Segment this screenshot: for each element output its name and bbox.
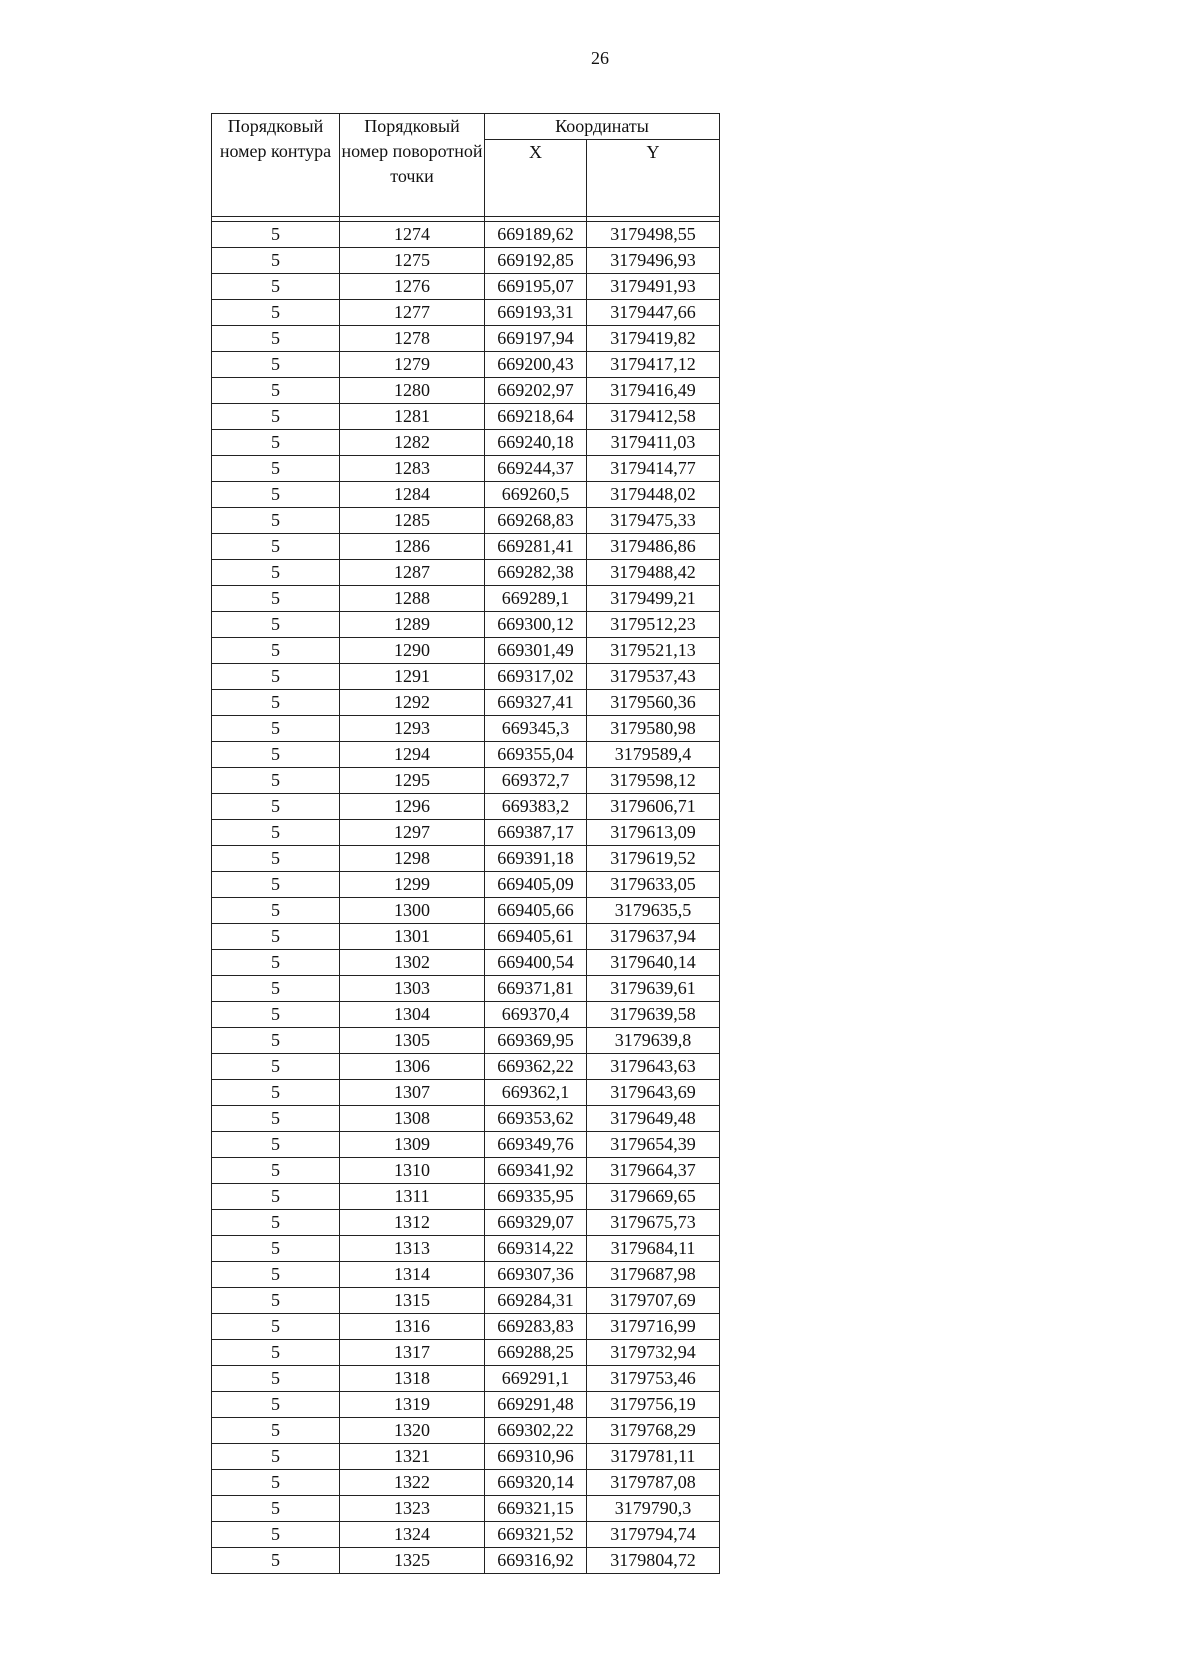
cell-x: 669189,62: [485, 222, 587, 248]
cell-x: 669329,07: [485, 1210, 587, 1236]
cell-point-number: 1304: [340, 1002, 485, 1028]
cell-y: 3179560,36: [587, 690, 720, 716]
cell-y: 3179488,42: [587, 560, 720, 586]
cell-contour-number: 5: [212, 534, 340, 560]
cell-y: 3179753,46: [587, 1366, 720, 1392]
cell-point-number: 1305: [340, 1028, 485, 1054]
cell-x: 669391,18: [485, 846, 587, 872]
cell-x: 669349,76: [485, 1132, 587, 1158]
cell-y: 3179486,86: [587, 534, 720, 560]
cell-point-number: 1279: [340, 352, 485, 378]
table-row: [212, 768, 720, 794]
cell-point-number: 1314: [340, 1262, 485, 1288]
cell-y: 3179412,58: [587, 404, 720, 430]
cell-y: 3179637,94: [587, 924, 720, 950]
table-row: [212, 742, 720, 768]
cell-x: 669193,31: [485, 300, 587, 326]
cell-contour-number: 5: [212, 742, 340, 768]
cell-y: 3179787,08: [587, 1470, 720, 1496]
cell-point-number: 1286: [340, 534, 485, 560]
table-row: [212, 1522, 720, 1548]
cell-point-number: 1288: [340, 586, 485, 612]
cell-point-number: 1289: [340, 612, 485, 638]
cell-y: 3179768,29: [587, 1418, 720, 1444]
cell-contour-number: 5: [212, 1080, 340, 1106]
table-row: [212, 1340, 720, 1366]
cell-y: 3179619,52: [587, 846, 720, 872]
header-contour-number: Порядковый номер контура: [212, 114, 340, 217]
cell-y: 3179498,55: [587, 222, 720, 248]
cell-x: 669405,61: [485, 924, 587, 950]
coordinates-table: [211, 113, 720, 1574]
table-row: [212, 1366, 720, 1392]
cell-point-number: 1281: [340, 404, 485, 430]
cell-x: 669195,07: [485, 274, 587, 300]
cell-x: 669400,54: [485, 950, 587, 976]
table-row: [212, 534, 720, 560]
cell-y: 3179639,61: [587, 976, 720, 1002]
table-row: [212, 976, 720, 1002]
cell-contour-number: 5: [212, 1366, 340, 1392]
cell-x: 669387,17: [485, 820, 587, 846]
cell-y: 3179635,5: [587, 898, 720, 924]
cell-x: 669282,38: [485, 560, 587, 586]
cell-contour-number: 5: [212, 820, 340, 846]
cell-point-number: 1319: [340, 1392, 485, 1418]
cell-y: 3179649,48: [587, 1106, 720, 1132]
cell-x: 669284,31: [485, 1288, 587, 1314]
cell-y: 3179707,69: [587, 1288, 720, 1314]
cell-y: 3179419,82: [587, 326, 720, 352]
table-row: [212, 1158, 720, 1184]
cell-x: 669345,3: [485, 716, 587, 742]
cell-y: 3179643,63: [587, 1054, 720, 1080]
cell-contour-number: 5: [212, 274, 340, 300]
cell-contour-number: 5: [212, 1418, 340, 1444]
cell-x: 669335,95: [485, 1184, 587, 1210]
cell-point-number: 1311: [340, 1184, 485, 1210]
cell-point-number: 1290: [340, 638, 485, 664]
cell-x: 669192,85: [485, 248, 587, 274]
cell-y: 3179598,12: [587, 768, 720, 794]
cell-contour-number: 5: [212, 1184, 340, 1210]
table-row: [212, 508, 720, 534]
cell-x: 669383,2: [485, 794, 587, 820]
table-header: [212, 114, 720, 222]
cell-point-number: 1298: [340, 846, 485, 872]
cell-x: 669260,5: [485, 482, 587, 508]
cell-contour-number: 5: [212, 404, 340, 430]
cell-contour-number: 5: [212, 326, 340, 352]
cell-y: 3179687,98: [587, 1262, 720, 1288]
cell-y: 3179499,21: [587, 586, 720, 612]
cell-x: 669283,83: [485, 1314, 587, 1340]
cell-x: 669355,04: [485, 742, 587, 768]
cell-x: 669320,14: [485, 1470, 587, 1496]
cell-x: 669197,94: [485, 326, 587, 352]
table-row: [212, 1132, 720, 1158]
cell-point-number: 1322: [340, 1470, 485, 1496]
table-body: [212, 222, 720, 1574]
cell-contour-number: 5: [212, 1002, 340, 1028]
table-row: [212, 1236, 720, 1262]
cell-point-number: 1296: [340, 794, 485, 820]
cell-point-number: 1287: [340, 560, 485, 586]
cell-point-number: 1292: [340, 690, 485, 716]
cell-contour-number: 5: [212, 1470, 340, 1496]
table-row: [212, 248, 720, 274]
cell-y: 3179447,66: [587, 300, 720, 326]
cell-x: 669353,62: [485, 1106, 587, 1132]
cell-point-number: 1313: [340, 1236, 485, 1262]
cell-y: 3179684,11: [587, 1236, 720, 1262]
cell-y: 3179580,98: [587, 716, 720, 742]
cell-x: 669405,09: [485, 872, 587, 898]
table-row: [212, 1106, 720, 1132]
table-row: [212, 1002, 720, 1028]
cell-contour-number: 5: [212, 1392, 340, 1418]
cell-contour-number: 5: [212, 638, 340, 664]
cell-contour-number: 5: [212, 482, 340, 508]
cell-contour-number: 5: [212, 1522, 340, 1548]
table-row: [212, 638, 720, 664]
table-row: [212, 924, 720, 950]
table-row: [212, 456, 720, 482]
cell-point-number: 1302: [340, 950, 485, 976]
cell-contour-number: 5: [212, 352, 340, 378]
cell-contour-number: 5: [212, 846, 340, 872]
table-row: [212, 1548, 720, 1574]
cell-x: 669289,1: [485, 586, 587, 612]
cell-y: 3179639,58: [587, 1002, 720, 1028]
table-row: [212, 716, 720, 742]
cell-contour-number: 5: [212, 586, 340, 612]
cell-contour-number: 5: [212, 612, 340, 638]
cell-y: 3179411,03: [587, 430, 720, 456]
cell-y: 3179475,33: [587, 508, 720, 534]
table-row: [212, 482, 720, 508]
cell-point-number: 1278: [340, 326, 485, 352]
table-row: [212, 1418, 720, 1444]
cell-x: 669341,92: [485, 1158, 587, 1184]
table-row: [212, 1262, 720, 1288]
table-row: [212, 430, 720, 456]
cell-y: 3179654,39: [587, 1132, 720, 1158]
table-row: [212, 1184, 720, 1210]
table-row: [212, 664, 720, 690]
cell-y: 3179613,09: [587, 820, 720, 846]
cell-point-number: 1285: [340, 508, 485, 534]
table-row: [212, 1054, 720, 1080]
cell-y: 3179606,71: [587, 794, 720, 820]
cell-y: 3179521,13: [587, 638, 720, 664]
cell-x: 669317,02: [485, 664, 587, 690]
cell-x: 669321,52: [485, 1522, 587, 1548]
cell-contour-number: 5: [212, 716, 340, 742]
table-row: [212, 326, 720, 352]
cell-point-number: 1282: [340, 430, 485, 456]
cell-y: 3179669,65: [587, 1184, 720, 1210]
cell-contour-number: 5: [212, 950, 340, 976]
cell-point-number: 1320: [340, 1418, 485, 1444]
cell-x: 669369,95: [485, 1028, 587, 1054]
cell-x: 669362,1: [485, 1080, 587, 1106]
cell-contour-number: 5: [212, 1028, 340, 1054]
table-row: [212, 300, 720, 326]
table-row: [212, 794, 720, 820]
cell-y: 3179643,69: [587, 1080, 720, 1106]
cell-y: 3179416,49: [587, 378, 720, 404]
table-row: [212, 352, 720, 378]
cell-y: 3179639,8: [587, 1028, 720, 1054]
cell-point-number: 1310: [340, 1158, 485, 1184]
cell-point-number: 1308: [340, 1106, 485, 1132]
table-row: [212, 222, 720, 248]
cell-x: 669244,37: [485, 456, 587, 482]
cell-x: 669321,15: [485, 1496, 587, 1522]
cell-x: 669307,36: [485, 1262, 587, 1288]
table-row: [212, 898, 720, 924]
table-row: [212, 1210, 720, 1236]
cell-point-number: 1316: [340, 1314, 485, 1340]
cell-point-number: 1274: [340, 222, 485, 248]
cell-y: 3179716,99: [587, 1314, 720, 1340]
cell-point-number: 1312: [340, 1210, 485, 1236]
cell-point-number: 1307: [340, 1080, 485, 1106]
table-row: [212, 950, 720, 976]
cell-y: 3179589,4: [587, 742, 720, 768]
cell-y: 3179448,02: [587, 482, 720, 508]
table-row: [212, 1080, 720, 1106]
cell-contour-number: 5: [212, 430, 340, 456]
cell-contour-number: 5: [212, 898, 340, 924]
cell-contour-number: 5: [212, 1314, 340, 1340]
cell-contour-number: 5: [212, 1236, 340, 1262]
cell-contour-number: 5: [212, 1496, 340, 1522]
cell-y: 3179675,73: [587, 1210, 720, 1236]
cell-contour-number: 5: [212, 248, 340, 274]
table-row: [212, 872, 720, 898]
cell-contour-number: 5: [212, 300, 340, 326]
cell-point-number: 1301: [340, 924, 485, 950]
cell-point-number: 1309: [340, 1132, 485, 1158]
cell-contour-number: 5: [212, 976, 340, 1002]
header-coordinates: Координаты: [485, 114, 720, 140]
table-row: [212, 586, 720, 612]
table-row: [212, 690, 720, 716]
table-row: [212, 820, 720, 846]
page-number: 26: [591, 48, 609, 68]
cell-point-number: 1325: [340, 1548, 485, 1574]
cell-y: 3179491,93: [587, 274, 720, 300]
cell-x: 669218,64: [485, 404, 587, 430]
cell-contour-number: 5: [212, 1106, 340, 1132]
cell-x: 669288,25: [485, 1340, 587, 1366]
cell-x: 669405,66: [485, 898, 587, 924]
cell-x: 669202,97: [485, 378, 587, 404]
cell-y: 3179633,05: [587, 872, 720, 898]
cell-x: 669291,48: [485, 1392, 587, 1418]
cell-y: 3179756,19: [587, 1392, 720, 1418]
cell-contour-number: 5: [212, 872, 340, 898]
cell-contour-number: 5: [212, 456, 340, 482]
cell-y: 3179732,94: [587, 1340, 720, 1366]
cell-contour-number: 5: [212, 690, 340, 716]
cell-x: 669301,49: [485, 638, 587, 664]
table-row: [212, 378, 720, 404]
cell-x: 669281,41: [485, 534, 587, 560]
cell-point-number: 1323: [340, 1496, 485, 1522]
cell-x: 669316,92: [485, 1548, 587, 1574]
cell-point-number: 1275: [340, 248, 485, 274]
cell-point-number: 1295: [340, 768, 485, 794]
cell-x: 669327,41: [485, 690, 587, 716]
cell-contour-number: 5: [212, 1210, 340, 1236]
cell-point-number: 1283: [340, 456, 485, 482]
header-point-number: Порядковый номер поворотной точки: [340, 114, 485, 217]
cell-y: 3179781,11: [587, 1444, 720, 1470]
cell-x: 669240,18: [485, 430, 587, 456]
cell-point-number: 1294: [340, 742, 485, 768]
cell-contour-number: 5: [212, 1444, 340, 1470]
cell-x: 669372,7: [485, 768, 587, 794]
cell-contour-number: 5: [212, 664, 340, 690]
cell-point-number: 1299: [340, 872, 485, 898]
cell-point-number: 1315: [340, 1288, 485, 1314]
cell-point-number: 1300: [340, 898, 485, 924]
cell-contour-number: 5: [212, 222, 340, 248]
cell-contour-number: 5: [212, 768, 340, 794]
cell-point-number: 1297: [340, 820, 485, 846]
table-row: [212, 1288, 720, 1314]
cell-x: 669268,83: [485, 508, 587, 534]
cell-contour-number: 5: [212, 1340, 340, 1366]
header-x: X: [485, 140, 587, 217]
cell-y: 3179512,23: [587, 612, 720, 638]
cell-y: 3179790,3: [587, 1496, 720, 1522]
table-row: [212, 1470, 720, 1496]
cell-point-number: 1277: [340, 300, 485, 326]
cell-y: 3179496,93: [587, 248, 720, 274]
cell-contour-number: 5: [212, 1548, 340, 1574]
cell-y: 3179414,77: [587, 456, 720, 482]
cell-point-number: 1291: [340, 664, 485, 690]
cell-contour-number: 5: [212, 1288, 340, 1314]
table-row: [212, 846, 720, 872]
cell-point-number: 1293: [340, 716, 485, 742]
cell-contour-number: 5: [212, 1132, 340, 1158]
cell-point-number: 1303: [340, 976, 485, 1002]
cell-point-number: 1324: [340, 1522, 485, 1548]
cell-contour-number: 5: [212, 508, 340, 534]
cell-point-number: 1321: [340, 1444, 485, 1470]
table-row: [212, 1444, 720, 1470]
cell-point-number: 1306: [340, 1054, 485, 1080]
cell-contour-number: 5: [212, 1054, 340, 1080]
cell-point-number: 1318: [340, 1366, 485, 1392]
cell-x: 669314,22: [485, 1236, 587, 1262]
cell-y: 3179664,37: [587, 1158, 720, 1184]
cell-y: 3179794,74: [587, 1522, 720, 1548]
table-row: [212, 612, 720, 638]
cell-contour-number: 5: [212, 1158, 340, 1184]
cell-point-number: 1317: [340, 1340, 485, 1366]
cell-x: 669200,43: [485, 352, 587, 378]
cell-x: 669362,22: [485, 1054, 587, 1080]
cell-point-number: 1276: [340, 274, 485, 300]
cell-x: 669291,1: [485, 1366, 587, 1392]
cell-y: 3179640,14: [587, 950, 720, 976]
cell-x: 669302,22: [485, 1418, 587, 1444]
cell-x: 669371,81: [485, 976, 587, 1002]
cell-y: 3179804,72: [587, 1548, 720, 1574]
cell-x: 669310,96: [485, 1444, 587, 1470]
cell-contour-number: 5: [212, 924, 340, 950]
cell-x: 669300,12: [485, 612, 587, 638]
table-row: [212, 1028, 720, 1054]
cell-contour-number: 5: [212, 794, 340, 820]
cell-contour-number: 5: [212, 1262, 340, 1288]
table-row: [212, 560, 720, 586]
table-row: [212, 1496, 720, 1522]
header-y: Y: [587, 140, 720, 217]
cell-contour-number: 5: [212, 378, 340, 404]
table-row: [212, 1392, 720, 1418]
table-row: [212, 274, 720, 300]
cell-point-number: 1280: [340, 378, 485, 404]
cell-point-number: 1284: [340, 482, 485, 508]
cell-contour-number: 5: [212, 560, 340, 586]
table-row: [212, 1314, 720, 1340]
cell-x: 669370,4: [485, 1002, 587, 1028]
cell-y: 3179417,12: [587, 352, 720, 378]
cell-y: 3179537,43: [587, 664, 720, 690]
table-row: [212, 404, 720, 430]
